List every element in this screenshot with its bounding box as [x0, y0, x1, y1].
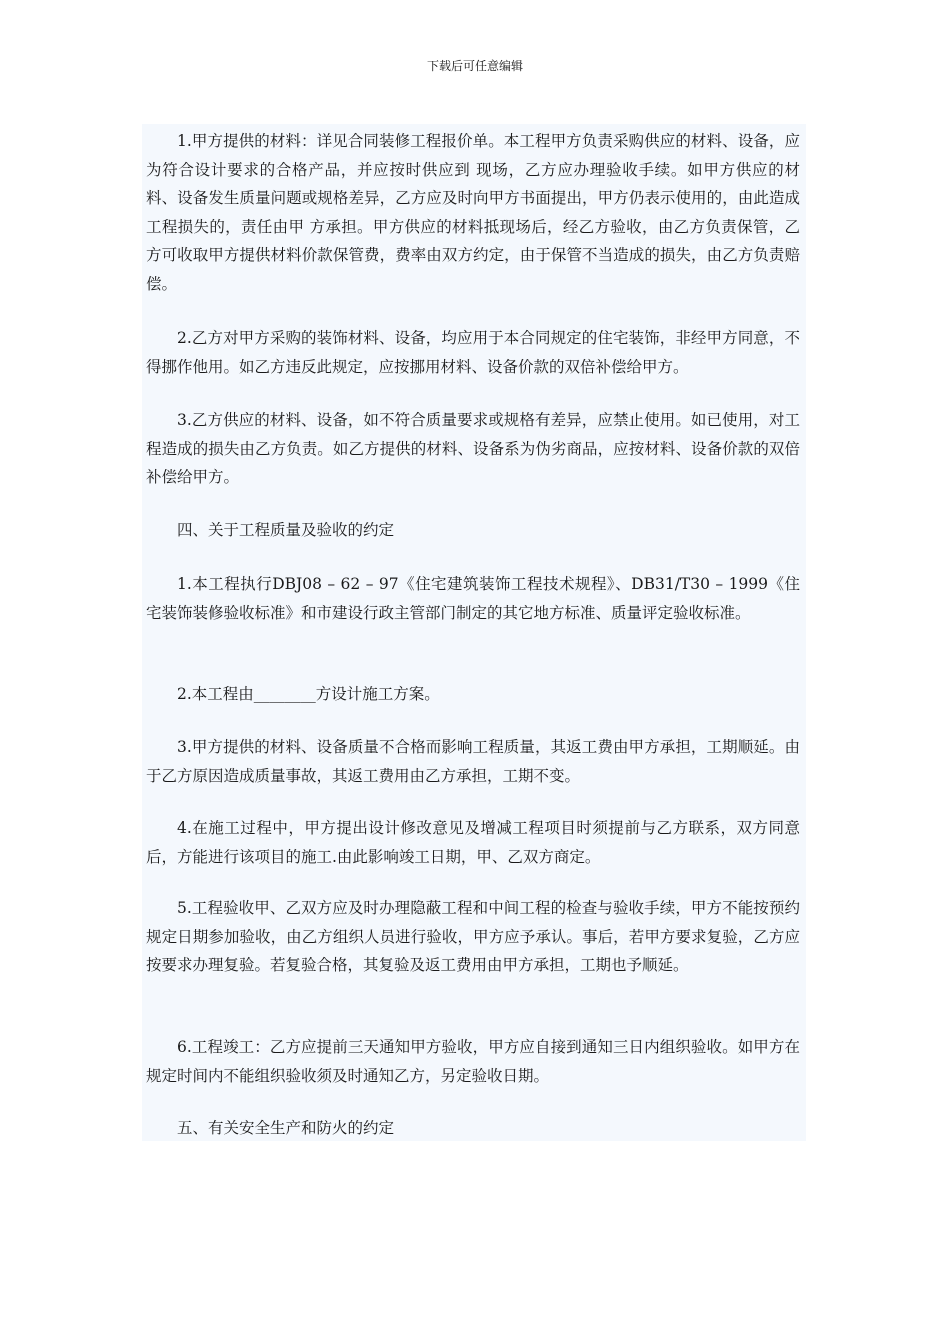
paragraph-design-plan: 2.本工程由________方设计施工方案。: [177, 685, 440, 703]
paragraph-design-changes: 4.在施工过程中，甲方提出设计修改意见及增减工程项目时须提前与乙方联系，双方同意后，方能进行该项目的施工.由此影响竣工日期，甲、乙双方商定。: [146, 819, 800, 866]
paragraph-materials-use: 2.乙方对甲方采购的装饰材料、设备，均应用于本合同规定的住宅装饰，非经甲方同意，不得挪作他用。如乙方违反此规定，应按挪用材料、设备价款的双倍补偿给甲方。: [146, 329, 800, 376]
section-heading-quality-acceptance: 四、关于工程质量及验收的约定: [177, 521, 395, 539]
paragraph-materials-supply: 1.甲方提供的材料：详见合同装修工程报价单。本工程甲方负责采购供应的材料、设备，应为符合设计要求的合格产品，并应按时供应到 现场，乙方应办理验收手续。如甲方供应的材料、设备发生质量问题或规格差异，乙方应及时向甲方书面提出，甲方仍表示使用的，由此造成工程损失的，责任由甲 方承担。甲方供应的材料抵现场后，经乙方验收，由乙方负责保管，乙方可收取甲方提供材料价款保管费，费率由双方约定，由于保管不当造成的损失，由乙方负责赔偿。: [146, 132, 800, 293]
page-header-note: 下载后可任意编辑: [426, 59, 523, 73]
paragraph-completion: 6.工程竣工：乙方应提前三天通知甲方验收，甲方应自接到通知三日内组织验收。如甲方在规定时间内不能组织验收须及时通知乙方，另定验收日期。: [146, 1038, 800, 1085]
paragraph-inspection: 5.工程验收甲、乙双方应及时办理隐蔽工程和中间工程的检查与验收手续，甲方不能按预约规定日期参加验收，由乙方组织人员进行验收，甲方应予承认。事后，若甲方要求复验，乙方应按要求办理复验。若复验合格，其复验及返工费用由甲方承担，工期也予顺延。: [146, 899, 800, 974]
paragraph-materials-quality: 3.乙方供应的材料、设备，如不符合质量要求或规格有差异，应禁止使用。如已使用，对工程造成的损失由乙方负责。如乙方提供的材料、设备系为伪劣商品，应按材料、设备价款的双倍补偿给甲方。: [146, 411, 800, 486]
document-body: [142, 124, 806, 1141]
paragraph-rework-cost: 3.甲方提供的材料、设备质量不合格而影响工程质量，其返工费由甲方承担，工期顺延。由于乙方原因造成质量事故，其返工费用由乙方承担，工期不变。: [146, 738, 800, 785]
section-heading-safety-fire: 五、有关安全生产和防火的约定: [177, 1119, 395, 1137]
paragraph-standards: 1.本工程执行DBJ08 – 62 – 97《住宅建筑装饰工程技术规程》、DB31/T30 – 1999《住宅装饰装修验收标准》和市建设行政主管部门制定的其它地方标准、质量评定验收标准。: [146, 575, 800, 622]
